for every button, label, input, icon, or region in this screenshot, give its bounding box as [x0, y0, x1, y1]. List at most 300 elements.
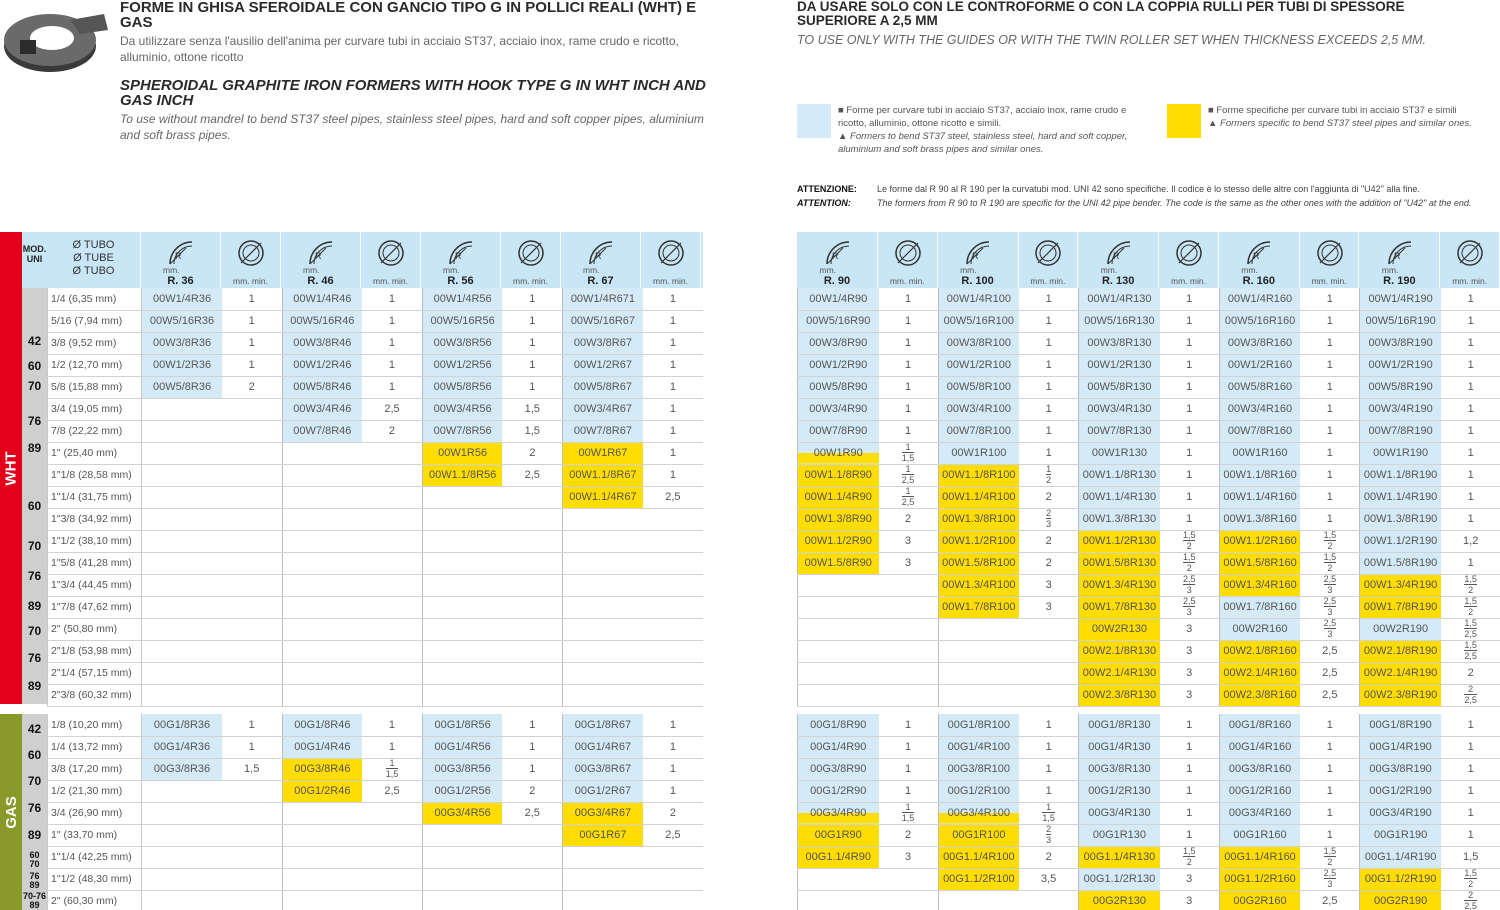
former-code-cell[interactable]: 00G1.1/2R160 — [1219, 868, 1300, 890]
former-code-cell[interactable]: 00G1.1/2R100 — [938, 868, 1019, 890]
former-code-cell[interactable]: 00G1/4R67 — [563, 736, 643, 758]
former-code-cell[interactable]: 00W1R56 — [422, 442, 502, 464]
former-code-cell[interactable]: 00G3/8R100 — [938, 758, 1019, 780]
former-code-cell[interactable]: 00W1R67 — [563, 442, 643, 464]
former-code-cell[interactable]: 00W1.7/8R100 — [938, 596, 1019, 618]
former-code-cell[interactable]: 00W3/8R46 — [282, 332, 362, 354]
empty-cell — [422, 824, 502, 846]
former-code-cell[interactable]: 00W1.1/2R130 — [1079, 530, 1160, 552]
former-code-cell[interactable]: 00G1/2R130 — [1079, 780, 1160, 802]
former-code-cell[interactable]: 00G1/4R46 — [282, 736, 362, 758]
min-thickness-cell: 2,5 — [1300, 890, 1360, 910]
former-code-cell[interactable]: 00G1/4R56 — [422, 736, 502, 758]
svg-text:R: R — [595, 251, 602, 261]
former-code-cell[interactable]: 00G2R130 — [1079, 890, 1160, 910]
former-code-cell[interactable]: 00G1/2R67 — [563, 780, 643, 802]
former-code-cell[interactable]: 00W7/8R46 — [282, 420, 362, 442]
former-code-cell[interactable]: 00G1/4R90 — [798, 736, 879, 758]
empty-cell — [502, 486, 562, 508]
former-code-cell[interactable]: 00W2R190 — [1360, 618, 1441, 640]
former-code-cell[interactable]: 00W1.3/8R160 — [1219, 508, 1300, 530]
empty-cell — [142, 596, 222, 618]
table-row — [798, 486, 1500, 508]
former-code-cell[interactable]: 00W1R90 — [798, 442, 879, 464]
former-code-cell[interactable]: 00G1/4R130 — [1079, 736, 1160, 758]
former-code-cell[interactable]: 00W1.5/8R190 — [1360, 552, 1441, 574]
pipe-diameter-icon — [1455, 238, 1485, 268]
svg-text:R: R — [175, 251, 182, 261]
radius-mm-label: mm. — [1241, 265, 1258, 275]
former-product-image — [0, 0, 112, 80]
former-code-cell[interactable]: 00G1/2R46 — [282, 780, 362, 802]
former-code-cell[interactable]: 00W7/8R190 — [1360, 420, 1441, 442]
former-code-cell[interactable]: 00W1.1/4R190 — [1360, 486, 1441, 508]
former-code-cell[interactable]: 00W1.1/4R67 — [563, 486, 643, 508]
former-code-cell[interactable]: 00W5/8R56 — [422, 376, 502, 398]
former-code-cell[interactable]: 00G1/4R160 — [1219, 736, 1300, 758]
former-code-cell[interactable]: 00W1/4R46 — [282, 288, 362, 310]
min-thickness-cell: 1 — [1160, 376, 1220, 398]
table-row — [798, 354, 1500, 376]
former-code-cell[interactable]: 00W1.1/8R160 — [1219, 464, 1300, 486]
min-thickness-cell: 1 — [1441, 714, 1500, 736]
former-code-cell[interactable]: 00W3/4R160 — [1219, 398, 1300, 420]
former-code-cell[interactable]: 00G3/4R90 — [798, 802, 879, 824]
former-code-cell[interactable]: 00W1/2R130 — [1079, 354, 1160, 376]
former-code-cell[interactable]: 00W1.3/4R130 — [1079, 574, 1160, 596]
empty-cell — [222, 596, 282, 618]
former-code-cell[interactable]: 00G1/8R190 — [1360, 714, 1441, 736]
former-code-cell[interactable]: 00G1R160 — [1219, 824, 1300, 846]
radius-mm-label: mm. — [960, 265, 977, 275]
former-code-cell[interactable]: 00W5/16R190 — [1360, 310, 1441, 332]
gas-left-table — [47, 714, 703, 910]
former-code-cell[interactable]: 00G1R90 — [798, 824, 879, 846]
min-thickness-fraction: $\frac{2,5}{3}$ — [1182, 574, 1196, 595]
former-code-cell[interactable]: 00G3/4R56 — [422, 802, 502, 824]
former-code-cell[interactable]: 00G3/4R190 — [1360, 802, 1441, 824]
former-code-cell[interactable]: 00W1/4R160 — [1219, 288, 1300, 310]
empty-cell — [422, 640, 502, 662]
former-code-cell[interactable]: 00G3/8R160 — [1219, 758, 1300, 780]
empty-cell — [282, 596, 362, 618]
former-code-cell[interactable]: 00W5/16R90 — [798, 310, 879, 332]
min-thickness-cell: 1 — [643, 758, 703, 780]
former-code-cell[interactable]: 00W3/8R130 — [1079, 332, 1160, 354]
table-row — [48, 640, 704, 662]
former-code-cell[interactable]: 00W1/4R56 — [422, 288, 502, 310]
former-code-cell[interactable]: 00W1R100 — [938, 442, 1019, 464]
former-code-cell[interactable]: 00W3/8R67 — [563, 332, 643, 354]
former-code-cell[interactable]: 00G1.1/4R130 — [1079, 846, 1160, 868]
former-code-cell[interactable]: 00W2.3/8R160 — [1219, 684, 1300, 706]
min-thickness-cell: 1 — [1300, 376, 1360, 398]
former-code-cell[interactable]: 00W1/2R56 — [422, 354, 502, 376]
tube-size-cell: 1"5/8 (41,28 mm) — [48, 552, 142, 574]
former-code-cell[interactable]: 00W1R130 — [1079, 442, 1160, 464]
former-code-cell[interactable]: 00W1.1/8R130 — [1079, 464, 1160, 486]
former-code-cell[interactable]: 00W2.1/8R190 — [1360, 640, 1441, 662]
former-code-cell[interactable]: 00W1.1/4R100 — [938, 486, 1019, 508]
former-code-cell[interactable]: 00W5/16R160 — [1219, 310, 1300, 332]
empty-cell — [643, 618, 703, 640]
former-code-cell[interactable]: 00W2.1/8R130 — [1079, 640, 1160, 662]
empty-cell — [798, 640, 879, 662]
min-thickness-cell — [1441, 640, 1500, 662]
empty-cell — [422, 618, 502, 640]
former-code-cell[interactable]: 00G1/8R67 — [563, 714, 643, 736]
former-code-cell[interactable]: 00W1.1/8R90 — [798, 464, 879, 486]
empty-cell — [142, 398, 222, 420]
former-code-cell[interactable]: 00G1.1/2R190 — [1360, 868, 1441, 890]
former-code-cell[interactable]: 00G1/8R90 — [798, 714, 879, 736]
wht-label: WHT — [2, 450, 20, 486]
table-row — [48, 530, 704, 552]
former-code-cell[interactable]: 00G1/2R160 — [1219, 780, 1300, 802]
former-code-cell[interactable]: 00W1/4R36 — [142, 288, 222, 310]
former-code-cell[interactable]: 00G3/8R67 — [563, 758, 643, 780]
former-code-cell[interactable]: 00G1/4R190 — [1360, 736, 1441, 758]
former-code-cell[interactable]: 00W1.5/8R90 — [798, 552, 879, 574]
former-code-cell[interactable]: 00G3/8R56 — [422, 758, 502, 780]
former-code-cell[interactable]: 00W2.1/8R160 — [1219, 640, 1300, 662]
former-code-cell[interactable]: 00W1.1/8R67 — [563, 464, 643, 486]
former-code-cell[interactable]: 00G1/2R190 — [1360, 780, 1441, 802]
table-row — [798, 684, 1500, 706]
empty-cell — [282, 684, 362, 706]
former-code-cell[interactable]: 00G1.1/4R190 — [1360, 846, 1441, 868]
former-code-cell[interactable]: 00G1.1/4R160 — [1219, 846, 1300, 868]
former-code-cell[interactable]: 00W2.1/4R130 — [1079, 662, 1160, 684]
former-code-cell[interactable]: 00W1.1/2R160 — [1219, 530, 1300, 552]
former-code-cell[interactable]: 00W5/8R46 — [282, 376, 362, 398]
table-row — [48, 618, 704, 640]
min-thickness-fraction: $\frac{1,5}{2}$ — [1464, 574, 1477, 595]
min-thickness-cell: 2 — [502, 442, 562, 464]
empty-cell — [422, 530, 502, 552]
former-code-cell[interactable]: 00W1/2R190 — [1360, 354, 1441, 376]
former-code-cell[interactable]: 00W1.7/8R160 — [1219, 596, 1300, 618]
svg-text:R: R — [972, 251, 979, 261]
former-code-cell[interactable]: 00W1.3/4R190 — [1360, 574, 1441, 596]
former-code-cell[interactable]: 00W1.7/8R130 — [1079, 596, 1160, 618]
former-code-cell[interactable]: 00W1.3/8R190 — [1360, 508, 1441, 530]
former-code-cell[interactable]: 00G3/8R46 — [282, 758, 362, 780]
former-code-cell[interactable]: 00W5/16R36 — [142, 310, 222, 332]
former-code-cell[interactable]: 00W1.5/8R130 — [1079, 552, 1160, 574]
former-code-cell[interactable]: 00W1/4R100 — [938, 288, 1019, 310]
former-code-cell[interactable]: 00G1.1/4R90 — [798, 846, 879, 868]
table-row — [798, 574, 1500, 596]
former-code-cell[interactable]: 00W3/8R190 — [1360, 332, 1441, 354]
table-row — [798, 890, 1500, 910]
min-thickness-cell: 1 — [502, 736, 562, 758]
former-code-cell[interactable]: 00W1.5/8R100 — [938, 552, 1019, 574]
empty-cell — [222, 442, 282, 464]
former-code-cell[interactable]: 00W3/8R90 — [798, 332, 879, 354]
gas-mod-column — [22, 714, 47, 910]
former-code-cell[interactable]: 00G3/4R100 — [938, 802, 1019, 824]
former-code-cell[interactable]: 00G1/8R46 — [282, 714, 362, 736]
empty-cell — [282, 662, 362, 684]
former-code-cell[interactable]: 00W7/8R160 — [1219, 420, 1300, 442]
former-code-cell[interactable]: 00W1/2R160 — [1219, 354, 1300, 376]
former-code-cell[interactable]: 00G3/4R67 — [563, 802, 643, 824]
former-code-cell[interactable]: 00W1.3/8R100 — [938, 508, 1019, 530]
former-code-cell[interactable]: 00W1/2R90 — [798, 354, 879, 376]
empty-cell — [222, 552, 282, 574]
min-thickness-cell — [1300, 618, 1360, 640]
min-thickness-cell: 3 — [1019, 596, 1079, 618]
former-code-cell[interactable]: 00W1/2R67 — [563, 354, 643, 376]
svg-text:R: R — [1393, 251, 1401, 261]
tube-size-cell: 1"1/2 (48,30 mm) — [48, 868, 142, 890]
former-code-cell[interactable]: 00G1/4R36 — [142, 736, 222, 758]
tube-size-cell: 1"1/8 (28,58 mm) — [48, 464, 142, 486]
former-code-cell[interactable]: 00W1.1/4R130 — [1079, 486, 1160, 508]
min-thickness-cell: 1 — [643, 736, 703, 758]
former-code-cell[interactable]: 00G1/2R90 — [798, 780, 879, 802]
min-thickness-fraction: $\frac{2}{2,5}$ — [1464, 684, 1477, 705]
former-code-cell[interactable]: 00W1/2R46 — [282, 354, 362, 376]
tube-size-cell: 1"1/4 (42,25 mm) — [48, 846, 142, 868]
former-code-cell[interactable]: 00W5/8R160 — [1219, 376, 1300, 398]
former-code-cell[interactable]: 00W1/4R190 — [1360, 288, 1441, 310]
empty-cell — [422, 508, 502, 530]
empty-cell — [879, 574, 939, 596]
former-code-cell[interactable]: 00W1/2R100 — [938, 354, 1019, 376]
former-code-cell[interactable]: 00W2.3/8R190 — [1360, 684, 1441, 706]
min-thickness-cell: 1 — [502, 332, 562, 354]
empty-cell — [222, 640, 282, 662]
former-code-cell[interactable]: 00G3/8R90 — [798, 758, 879, 780]
min-thickness-cell: 1 — [1300, 714, 1360, 736]
former-code-cell[interactable]: 00W3/8R36 — [142, 332, 222, 354]
former-code-cell[interactable]: 00G3/8R36 — [142, 758, 222, 780]
former-code-cell[interactable]: 00W1.1/4R90 — [798, 486, 879, 508]
empty-cell — [1019, 618, 1079, 640]
min-thickness-cell: 1 — [1160, 332, 1220, 354]
former-code-cell[interactable]: 00W2R130 — [1079, 618, 1160, 640]
empty-cell — [1019, 640, 1079, 662]
former-code-cell[interactable]: 00G1.1/4R100 — [938, 846, 1019, 868]
former-code-cell[interactable]: 00G1.1/2R130 — [1079, 868, 1160, 890]
min-thickness-cell — [1441, 868, 1500, 890]
empty-cell — [142, 802, 222, 824]
min-thickness-header — [221, 232, 281, 288]
former-code-cell[interactable]: 00W7/8R56 — [422, 420, 502, 442]
former-code-cell[interactable]: 00W1.3/4R160 — [1219, 574, 1300, 596]
min-thickness-fraction: $\frac{1}{2}$ — [1046, 464, 1052, 485]
former-code-cell[interactable]: 00W7/8R130 — [1079, 420, 1160, 442]
former-code-cell[interactable]: 00W5/8R67 — [563, 376, 643, 398]
attention-label-italian: ATTENZIONE: — [797, 184, 857, 194]
former-code-cell[interactable]: 00G1R130 — [1079, 824, 1160, 846]
former-code-cell[interactable]: 00W5/16R67 — [563, 310, 643, 332]
former-code-cell[interactable]: 00W3/4R100 — [938, 398, 1019, 420]
former-code-cell[interactable]: 00W5/8R90 — [798, 376, 879, 398]
empty-cell — [142, 780, 222, 802]
min-thickness-cell: 1 — [1019, 780, 1079, 802]
empty-cell — [502, 684, 562, 706]
min-thickness-cell: 1 — [643, 354, 703, 376]
former-code-cell[interactable]: 00W3/4R190 — [1360, 398, 1441, 420]
table-row — [48, 846, 704, 868]
min-thickness-cell: 1 — [502, 376, 562, 398]
former-code-cell[interactable]: 00W1.3/8R130 — [1079, 508, 1160, 530]
mm-min-label: mm. min. — [373, 276, 408, 286]
former-code-cell[interactable]: 00G1/8R130 — [1079, 714, 1160, 736]
former-code-cell[interactable]: 00W3/4R46 — [282, 398, 362, 420]
empty-cell — [282, 802, 362, 824]
former-code-cell[interactable]: 00G2R160 — [1219, 890, 1300, 910]
former-code-cell[interactable]: 00W2.1/4R160 — [1219, 662, 1300, 684]
tube-size-cell: 1" (25,40 mm) — [48, 442, 142, 464]
former-code-cell[interactable]: 00W3/4R90 — [798, 398, 879, 420]
wht-mod-column — [22, 288, 47, 704]
table-row — [798, 288, 1500, 310]
former-code-cell[interactable]: 00W5/8R190 — [1360, 376, 1441, 398]
former-code-cell[interactable]: 00G1/8R56 — [422, 714, 502, 736]
tube-size-cell: 2" (60,30 mm) — [48, 890, 142, 910]
former-code-cell[interactable]: 00W2.3/8R130 — [1079, 684, 1160, 706]
former-code-cell[interactable]: 00W1.1/2R100 — [938, 530, 1019, 552]
former-code-cell[interactable]: 00G1/2R56 — [422, 780, 502, 802]
min-thickness-cell: 2,5 — [1300, 640, 1360, 662]
table-row — [798, 552, 1500, 574]
former-code-cell[interactable]: 00G1/4R100 — [938, 736, 1019, 758]
former-code-cell[interactable]: 00W5/16R130 — [1079, 310, 1160, 332]
empty-cell — [362, 530, 422, 552]
empty-cell — [222, 662, 282, 684]
former-code-cell[interactable]: 00W5/16R46 — [282, 310, 362, 332]
former-code-cell[interactable]: 00W3/4R130 — [1079, 398, 1160, 420]
former-code-cell[interactable]: 00G1/8R160 — [1219, 714, 1300, 736]
former-code-cell[interactable]: 00G2R190 — [1360, 890, 1441, 910]
former-code-cell[interactable]: 00W7/8R67 — [563, 420, 643, 442]
radius-header — [1219, 232, 1300, 288]
min-thickness-cell — [1300, 530, 1360, 552]
empty-cell — [422, 684, 502, 706]
former-code-cell[interactable]: 00G3/8R130 — [1079, 758, 1160, 780]
former-code-cell[interactable]: 00W5/8R100 — [938, 376, 1019, 398]
empty-cell — [282, 890, 362, 910]
min-thickness-cell: 1 — [1441, 508, 1500, 530]
empty-cell — [282, 868, 362, 890]
former-code-cell[interactable]: 00W3/4R67 — [563, 398, 643, 420]
mm-min-label: mm. min. — [889, 276, 925, 286]
empty-cell — [563, 640, 643, 662]
former-code-cell[interactable]: 00G3/4R160 — [1219, 802, 1300, 824]
former-code-cell[interactable]: 00W5/8R36 — [142, 376, 222, 398]
empty-cell — [563, 552, 643, 574]
former-code-cell[interactable]: 00W1R190 — [1360, 442, 1441, 464]
bend-radius-icon — [1104, 238, 1134, 268]
former-code-cell[interactable]: 00W3/8R160 — [1219, 332, 1300, 354]
former-code-cell[interactable]: 00W1.1/2R190 — [1360, 530, 1441, 552]
tube-size-cell: 2"3/8 (60,32 mm) — [48, 684, 142, 706]
former-code-cell[interactable]: 00W1.3/8R90 — [798, 508, 879, 530]
former-code-cell[interactable]: 00W3/8R56 — [422, 332, 502, 354]
min-thickness-cell — [1300, 846, 1360, 868]
table-row — [48, 714, 704, 736]
former-code-cell[interactable]: 00W7/8R100 — [938, 420, 1019, 442]
former-code-cell[interactable]: 00W1.1/8R56 — [422, 464, 502, 486]
empty-cell — [502, 868, 562, 890]
empty-cell — [222, 802, 282, 824]
former-code-cell[interactable]: 00W1/2R36 — [142, 354, 222, 376]
former-code-cell[interactable]: 00W1.5/8R160 — [1219, 552, 1300, 574]
min-thickness-cell: 1 — [879, 780, 939, 802]
former-code-cell[interactable]: 00G1/2R100 — [938, 780, 1019, 802]
min-thickness-cell: 1 — [879, 736, 939, 758]
mm-min-label: mm. min. — [1452, 276, 1488, 286]
former-code-cell[interactable]: 00W1.1/8R190 — [1360, 464, 1441, 486]
former-code-cell[interactable]: 00W1/4R671 — [563, 288, 643, 310]
empty-cell — [422, 868, 502, 890]
radius-header — [421, 232, 501, 288]
former-code-cell[interactable]: 00W1/4R130 — [1079, 288, 1160, 310]
min-thickness-cell: 1 — [1160, 714, 1220, 736]
min-thickness-cell: 1 — [502, 758, 562, 780]
former-code-cell[interactable]: 00G1R190 — [1360, 824, 1441, 846]
former-code-cell[interactable]: 00W1.1/2R90 — [798, 530, 879, 552]
former-code-cell[interactable]: 00W5/16R100 — [938, 310, 1019, 332]
former-code-cell[interactable]: 00W2.1/4R190 — [1360, 662, 1441, 684]
former-code-cell[interactable]: 00G1R67 — [563, 824, 643, 846]
former-code-cell[interactable]: 00G3/8R190 — [1360, 758, 1441, 780]
former-code-cell[interactable]: 00G1/8R36 — [142, 714, 222, 736]
former-code-cell[interactable]: 00G3/4R130 — [1079, 802, 1160, 824]
former-code-cell[interactable]: 00W1R160 — [1219, 442, 1300, 464]
empty-cell — [502, 552, 562, 574]
tube-size-header — [47, 232, 141, 288]
former-code-cell[interactable]: 00W7/8R90 — [798, 420, 879, 442]
min-thickness-cell: 1 — [1160, 802, 1220, 824]
former-code-cell[interactable]: 00W2R160 — [1219, 618, 1300, 640]
former-code-cell[interactable]: 00W1/4R90 — [798, 288, 879, 310]
empty-cell — [222, 890, 282, 910]
min-thickness-cell: 1 — [1441, 824, 1500, 846]
title-english: SPHEROIDAL GRAPHITE IRON FORMERS WITH HOOK TYPE G IN WHT INCH AND GAS INCH — [120, 77, 706, 109]
empty-cell — [222, 398, 282, 420]
former-code-cell[interactable]: 00W5/16R56 — [422, 310, 502, 332]
former-code-cell[interactable]: 00W1.7/8R190 — [1360, 596, 1441, 618]
min-thickness-cell: 1 — [643, 420, 703, 442]
former-code-cell[interactable]: 00G1/8R100 — [938, 714, 1019, 736]
min-thickness-cell: 3 — [879, 552, 939, 574]
former-code-cell[interactable]: 00W1.1/8R100 — [938, 464, 1019, 486]
former-code-cell[interactable]: 00W1.3/4R100 — [938, 574, 1019, 596]
min-thickness-cell: 1,2 — [1441, 530, 1500, 552]
empty-cell — [142, 868, 222, 890]
tube-size-cell: 1/2 (12,70 mm) — [48, 354, 142, 376]
former-code-cell[interactable]: 00W5/8R130 — [1079, 376, 1160, 398]
radius-label: R. 130 — [1101, 275, 1135, 287]
former-code-cell[interactable]: 00W3/8R100 — [938, 332, 1019, 354]
former-code-cell[interactable]: 00W1.1/4R160 — [1219, 486, 1300, 508]
radius-label: R. 100 — [961, 275, 994, 287]
mod-uni-number: 60 — [27, 359, 42, 373]
bend-radius-icon — [586, 238, 616, 268]
tube-size-cell: 1"1/2 (38,10 mm) — [48, 530, 142, 552]
former-code-cell[interactable]: 00W3/4R56 — [422, 398, 502, 420]
min-thickness-cell: 1,5 — [502, 420, 562, 442]
former-code-cell[interactable]: 00G1R100 — [938, 824, 1019, 846]
empty-cell — [222, 464, 282, 486]
empty-cell — [502, 530, 562, 552]
min-thickness-cell: 2 — [1019, 552, 1079, 574]
